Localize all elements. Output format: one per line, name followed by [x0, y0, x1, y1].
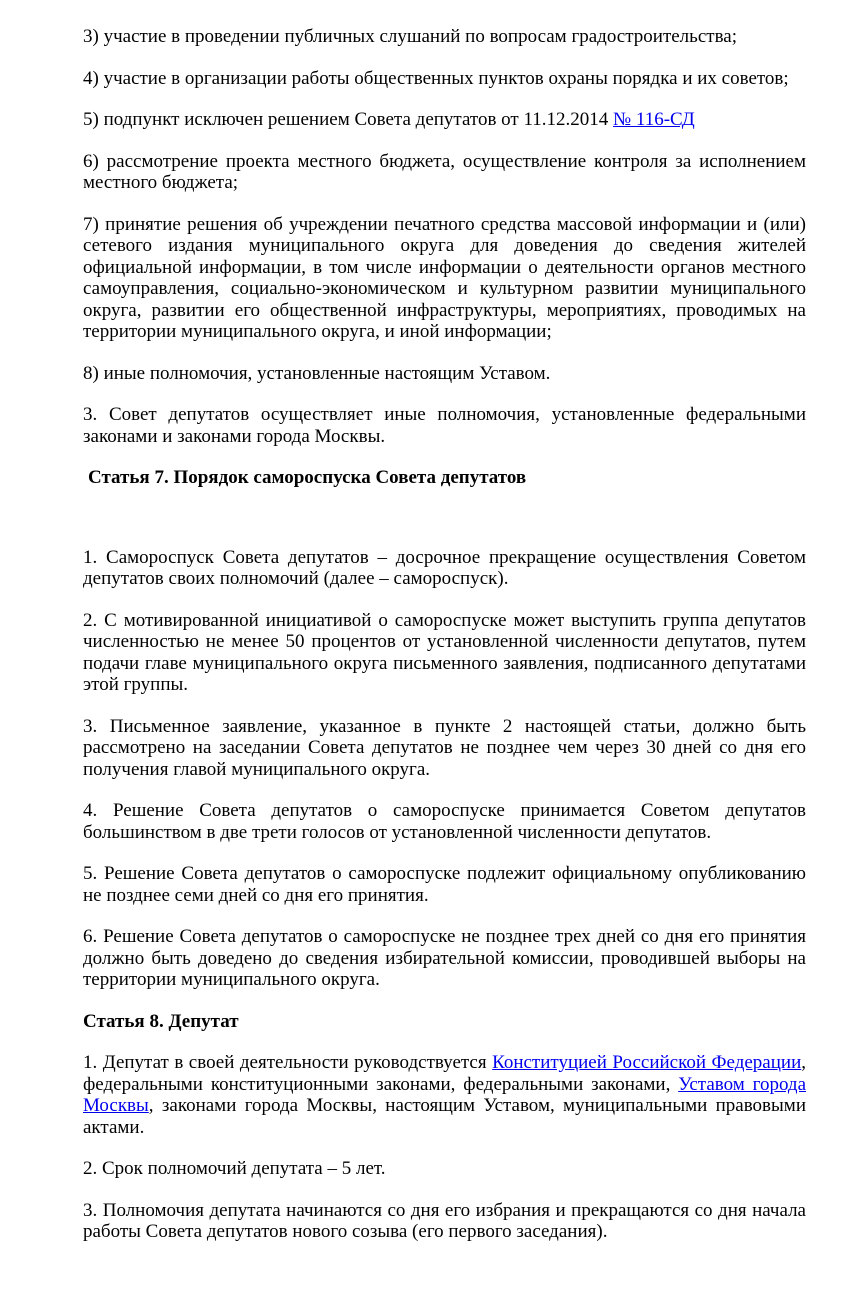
paragraph — [83, 68, 806, 90]
text-run: 2. Срок полномочий депутата – 5 лет. — [83, 1158, 386, 1179]
paragraph — [83, 1200, 806, 1243]
text-run: Статья 7. Порядок самороспуска Совета депутатов — [88, 467, 527, 488]
paragraph — [83, 610, 806, 696]
text-run: 4) участие в организации работы общественных пунктов охраны порядка и их советов; — [83, 67, 789, 89]
text-run: 4. Решение Совета депутатов о самороспуске принимается Советом депутатов большинством в две трети голосов от установленной численности депутатов. — [83, 800, 806, 843]
document-body — [83, 26, 806, 1243]
text-run: , федеральными конституционными законами, федеральными законами, — [83, 1052, 806, 1095]
text-run: Статья 8. Депутат — [83, 1010, 239, 1032]
text-run: 1. Самороспуск Совета депутатов – досрочное прекращение осуществления Советом депутатов своих полномочий (далее – самороспуск). — [83, 546, 806, 589]
paragraph — [83, 363, 806, 385]
text-run: 1. Депутат в своей деятельности руководствуется — [83, 1052, 493, 1073]
paragraph — [83, 1158, 806, 1180]
text-run: 3) участие в проведении публичных слушаний по вопросам градостроительства; — [83, 26, 737, 47]
paragraph — [83, 26, 806, 48]
text-run: 3. Полномочия депутата начинаются со дня его избрания и прекращаются со дня начала работы Совета депутатов нового созыва (его первого заседания). — [83, 1199, 806, 1242]
paragraph — [83, 800, 806, 843]
link-constitution-rf[interactable]: Конституцией Российской Федерации — [492, 1052, 802, 1073]
text-run: 6) рассмотрение проекта местного бюджета, осуществление контроля за исполнением местного бюджета; — [83, 150, 806, 193]
text-run: 5) подпункт исключен решением Совета депутатов от 11.12.2014 — [83, 109, 614, 130]
paragraph — [83, 151, 806, 194]
text-run: , законами города Москвы, настоящим Уставом, муниципальными правовыми актами. — [83, 1095, 806, 1138]
text-run: 3. Совет депутатов осуществляет иные полномочия, установленные федеральными законами и законами города Москвы. — [83, 404, 806, 447]
text-run: 7) принятие решения об учреждении печатного средства массовой информации и (или) сетевого издания муниципального округа для доведения до сведения жителей официальной информации, в том числе информации о деятельности органов местного самоуправления, социально-экономическом и культурном развитии муниципального округа, развитии его общественной инфраструктуры, мероприятиях, проводимых на территории муниципального округа, и иной информации; — [83, 213, 806, 342]
text-run: 6. Решение Совета депутатов о самороспуске не позднее трех дней со дня его принятия должно быть доведено до сведения избирательной комиссии, проводившей выборы на территории муниципального округа. — [83, 926, 806, 990]
section-heading — [83, 1011, 806, 1033]
text-run: 3. Письменное заявление, указанное в пункте 2 настоящей статьи, должно быть рассмотрено на заседании Совета депутатов не позднее чем через 30 дней со дня его получения главой муниципального округа. — [83, 715, 806, 780]
text-run: 8) иные полномочия, установленные настоящим Уставом. — [83, 362, 551, 384]
paragraph — [83, 863, 806, 906]
link-decision-116-sd[interactable]: № 116-СД — [613, 109, 695, 130]
paragraph — [83, 1052, 806, 1138]
link-moscow-city-charter[interactable]: Уставом города Москвы — [83, 1073, 806, 1116]
paragraph — [83, 926, 806, 991]
paragraph — [83, 547, 806, 590]
text-run: 2. С мотивированной инициативой о самороспуске может выступить группа депутатов численностью не менее 50 процентов от установленной численности депутатов, путем подачи главе муниципального округа письменного заявления, подписанного депутатами этой группы. — [83, 609, 806, 695]
paragraph — [83, 404, 806, 447]
text-run: 5. Решение Совета депутатов о самороспуске подлежит официальному опубликованию не позднее семи дней со дня его принятия. — [83, 863, 806, 906]
paragraph — [83, 716, 806, 781]
paragraph — [83, 214, 806, 343]
paragraph — [83, 109, 806, 131]
section-heading — [83, 467, 806, 489]
